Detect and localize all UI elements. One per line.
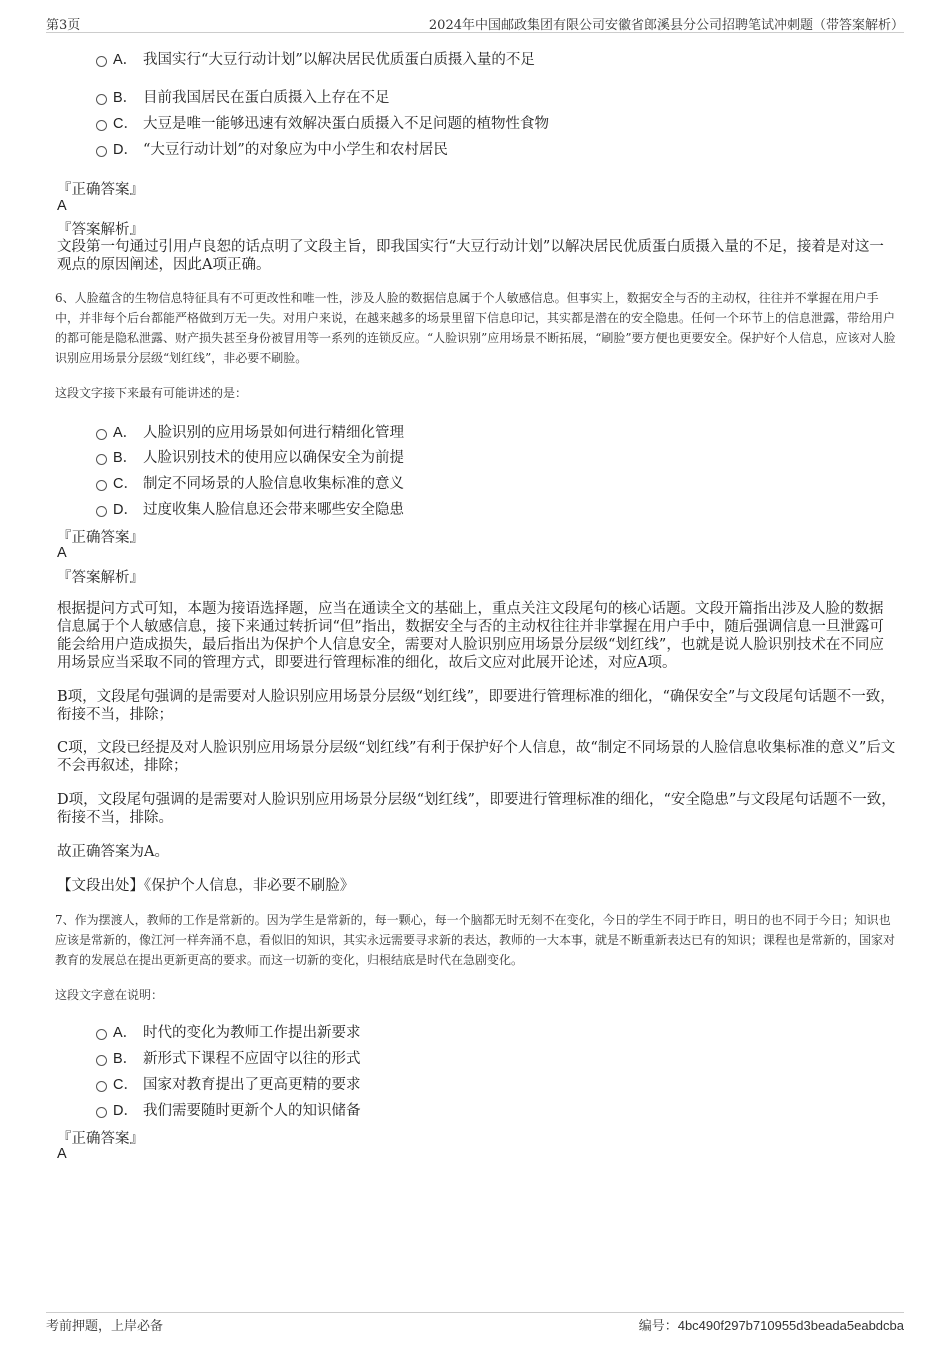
correct-answer: A bbox=[57, 545, 67, 561]
analysis-paragraph: 根据提问方式可知，本题为接语选择题，应当在通读全文的基础上，重点关注文段尾句的核心话题。文段开篇指出涉及人脸的数据信息属于个人敏感信息，接下来通过转折词“但”指出，数据安全与否的主动权往往并非掌握在用户手中，随后强调信息一旦泄露可能会给用户造成损失，最后指出为保护个人信息安全，需要对人脸识别应用场景分层级“划红线”，也就是说人脸识别技术在不同应用场景应当采取不同的管理方式，即要进行管理标准的细化，故后文应对此展开论述，对应A项。 bbox=[57, 601, 884, 671]
radio-icon[interactable] bbox=[96, 94, 107, 105]
option-a[interactable]: A． 人脸识别的应用场景如何进行精细化管理 bbox=[96, 421, 404, 442]
footer-slogan: 考前押题，上岸必备 bbox=[46, 1319, 164, 1334]
option-d[interactable]: D． 我们需要随时更新个人的知识储备 bbox=[96, 1099, 361, 1120]
page-footer bbox=[46, 1312, 904, 1335]
option-b[interactable]: B． 目前我国居民在蛋白质摄入上存在不足 bbox=[96, 86, 390, 107]
option-b[interactable]: B． 人脸识别技术的使用应以确保安全为前提 bbox=[96, 446, 404, 467]
document-title: 2024年中国邮政集团有限公司安徽省郎溪县分公司招聘笔试冲刺题（带答案解析） bbox=[428, 18, 904, 33]
analysis-text: 文段第一句通过引用卢良恕的话点明了文段主旨，即我国实行“大豆行动计划”以解决居民优质蛋白质摄入量的不足，接着是对这一观点的原因阐述，因此A项正确。 bbox=[57, 239, 884, 273]
analysis-label: 『答案解析』 bbox=[57, 222, 144, 238]
option-c[interactable]: C． 制定不同场景的人脸信息收集标准的意义 bbox=[96, 472, 404, 493]
source-citation: 【文段出处】《保护个人信息，非必要不刷脸》 bbox=[57, 878, 355, 894]
question-6-text: 6、人脸蕴含的生物信息特征具有不可更改性和唯一性，涉及人脸的数据信息属于个人敏感信息。但事实上，数据安全与否的主动权，往往并不掌握在用户手中，并非每个后台都能严格做到万无一失。对用户来说，在越来越多的场景里留下信息印记，其实都是潜在的安全隐患。任何一个环节上的信息泄露，带给用户的都可能是隐私泄露、财产损失甚至身份被冒用等一系列的连锁反应。“人脸识别”应用场景不断拓展，“刷脸”要方便也更要安全。保护好个人信息，应该对人脸识别应用场景分层级“划红线”，非必要不刷脸。 bbox=[55, 291, 896, 365]
option-a[interactable]: A． 时代的变化为教师工作提出新要求 bbox=[96, 1021, 361, 1042]
radio-icon[interactable] bbox=[96, 56, 107, 67]
option-b[interactable]: B． 新形式下课程不应固守以往的形式 bbox=[96, 1047, 361, 1068]
radio-icon[interactable] bbox=[96, 454, 107, 465]
option-c[interactable]: C． 国家对教育提出了更高更精的要求 bbox=[96, 1073, 361, 1094]
correct-answer-label: 『正确答案』 bbox=[57, 182, 144, 198]
radio-icon[interactable] bbox=[96, 480, 107, 491]
radio-icon[interactable] bbox=[96, 1055, 107, 1066]
correct-answer-label: 『正确答案』 bbox=[57, 1131, 144, 1147]
option-d[interactable]: D． “大豆行动计划”的对象应为中小学生和农村居民 bbox=[96, 138, 448, 159]
page-number: 第3页 bbox=[46, 18, 81, 33]
correct-answer: A bbox=[57, 1146, 67, 1162]
question-6-prompt: 这段文字接下来最有可能讲述的是： bbox=[55, 386, 248, 400]
radio-icon[interactable] bbox=[96, 506, 107, 517]
radio-icon[interactable] bbox=[96, 146, 107, 157]
radio-icon[interactable] bbox=[96, 120, 107, 131]
option-a[interactable]: A． 我国实行“大豆行动计划”以解决居民优质蛋白质摄入量的不足 bbox=[96, 48, 535, 69]
document-code: 编号：4bc490f297b710955d3beada5eabdcba bbox=[638, 1318, 904, 1334]
option-c[interactable]: C． 大豆是唯一能够迅速有效解决蛋白质摄入不足问题的植物性食物 bbox=[96, 112, 549, 133]
radio-icon[interactable] bbox=[96, 1081, 107, 1092]
analysis-paragraph: B项，文段尾句强调的是需要对人脸识别应用场景分层级“划红线”，即要进行管理标准的细化，“确保安全”与文段尾句话题不一致，衔接不当，排除； bbox=[57, 689, 895, 723]
radio-icon[interactable] bbox=[96, 429, 107, 440]
option-d[interactable]: D． 过度收集人脸信息还会带来哪些安全隐患 bbox=[96, 498, 404, 519]
correct-answer-label: 『正确答案』 bbox=[57, 530, 144, 546]
radio-icon[interactable] bbox=[96, 1107, 107, 1118]
analysis-label: 『答案解析』 bbox=[57, 570, 144, 586]
analysis-paragraph: 故正确答案为A。 bbox=[57, 844, 169, 860]
page-header bbox=[46, 14, 904, 33]
radio-icon[interactable] bbox=[96, 1029, 107, 1040]
question-7-text: 7、作为摆渡人，教师的工作是常新的。因为学生是常新的，每一颗心，每一个脑都无时无刻不在变化，今日的学生不同于昨日，明日的也不同于今日；知识也应该是常新的，像江河一样奔涌不息，看似旧的知识，其实永远需要寻求新的表达，教师的一大本事，就是不断重新表达已有的知识；课程也是常新的，国家对教育的发展总在提出更新更高的要求。而这一切新的变化，归根结底是时代在急剧变化。 bbox=[55, 913, 896, 967]
analysis-paragraph: C项，文段已经提及对人脸识别应用场景分层级“划红线”有利于保护好个人信息，故“制定不同场景的人脸信息收集标准的意义”后文不会再叙述，排除； bbox=[57, 740, 896, 774]
analysis-paragraph: D项，文段尾句强调的是需要对人脸识别应用场景分层级“划红线”，即要进行管理标准的细化，“安全隐患”与文段尾句话题不一致，衔接不当，排除。 bbox=[57, 792, 896, 826]
correct-answer: A bbox=[57, 198, 67, 214]
question-7-prompt: 这段文字意在说明： bbox=[55, 988, 164, 1002]
